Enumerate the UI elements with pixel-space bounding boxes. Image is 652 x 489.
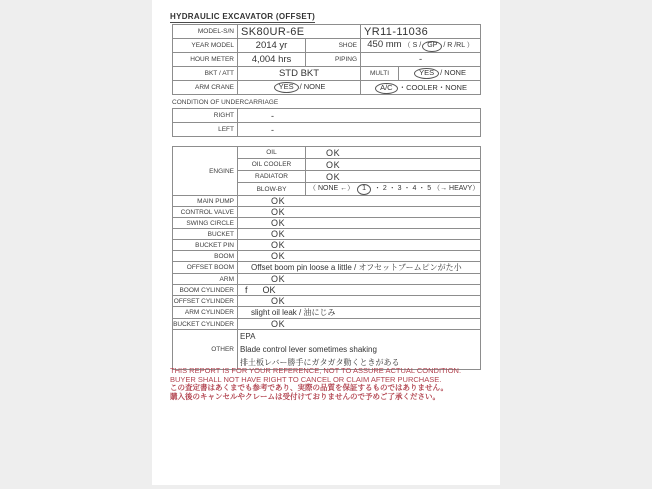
table-row <box>173 196 481 207</box>
inspection-table <box>172 146 481 370</box>
aircon-value <box>361 81 481 95</box>
boom-label: BOOM <box>173 251 238 262</box>
other-line-epa: EPA <box>240 332 256 341</box>
multi-value <box>399 67 481 81</box>
page-title: HYDRAULIC EXCAVATOR (OFFSET) <box>170 12 316 21</box>
spec-row-model <box>173 25 481 39</box>
serial-value: YR11-11036 <box>361 25 481 39</box>
table-row <box>173 109 481 123</box>
undercarriage-right-value: - <box>238 109 481 123</box>
engine-oil-label: OIL <box>238 147 306 159</box>
spec-row-hours <box>173 53 481 67</box>
other-value <box>238 330 481 370</box>
arm-value: OK <box>238 274 481 285</box>
other-label: OTHER <box>173 330 238 370</box>
piping-value: - <box>361 53 481 67</box>
multi-options-suffix: / NONE <box>440 68 466 77</box>
engine-radiator-value: OK <box>306 171 481 183</box>
arm-crane-options-suffix: / NONE <box>299 82 326 91</box>
shoe-options-prefix: （ S / <box>403 42 422 49</box>
undercarriage-left-label: LEFT <box>173 123 238 137</box>
blow-by-prefix: （ NONE ←） <box>309 185 355 192</box>
shoe-gp-circled: GP <box>422 41 442 52</box>
offset-boom-value: Offset boom pin loose a little / オフセットブームピンがた小 <box>238 262 481 274</box>
offset-cylinder-label: OFFSET CYLINDER <box>173 296 238 307</box>
table-row <box>173 240 481 251</box>
boom-cylinder-label: BOOM CYLINDER <box>173 285 238 296</box>
swing-circle-label: SWING CIRCLE <box>173 218 238 229</box>
arm-cylinder-label: ARM CYLINDER <box>173 307 238 319</box>
table-row <box>173 229 481 240</box>
disclaimer-line-2: BUYER SHALL NOT HAVE RIGHT TO CANCEL OR CLAIM AFTER PURCHASE. <box>170 374 442 384</box>
arm-crane-yes-circled: YES <box>274 82 299 93</box>
multi-yes-circled: YES <box>414 68 439 79</box>
shoe-options-suffix: / R /RL ） <box>443 42 474 49</box>
aircon-ac-circled: A/C <box>375 83 398 94</box>
undercarriage-table <box>172 108 481 137</box>
offset-boom-label: OFFSET BOOM <box>173 262 238 274</box>
shoe-value <box>361 39 481 53</box>
spec-row-year <box>173 39 481 53</box>
engine-oil-value: OK <box>306 147 481 159</box>
undercarriage-left-value: - <box>238 123 481 137</box>
year-label: YEAR MODEL <box>173 39 238 53</box>
arm-crane-label: ARM CRANE <box>173 81 238 95</box>
multi-label: MULTI <box>361 67 399 81</box>
table-row <box>173 218 481 229</box>
disclaimer <box>170 367 461 401</box>
engine-radiator-label: RADIATOR <box>238 171 306 183</box>
bucket-pin-label: BUCKET PIN <box>173 240 238 251</box>
swing-circle-value: OK <box>238 218 481 229</box>
shoe-label: SHOE <box>306 39 361 53</box>
bucket-cylinder-value: OK <box>238 319 481 330</box>
table-row <box>173 319 481 330</box>
control-valve-label: CONTROL VALVE <box>173 207 238 218</box>
blow-by-scale <box>306 183 481 196</box>
blow-by-label: BLOW-BY <box>238 183 306 196</box>
disclaimer-line-3: この査定書はあくまでも参考であり、実際の品質を保証するものではありません。 <box>170 383 448 393</box>
hour-meter-label: HOUR METER <box>173 53 238 67</box>
aircon-options-suffix: ・COOLER・NONE <box>398 82 467 92</box>
arm-cylinder-value: slight oil leak / 油にじみ <box>238 307 481 319</box>
bkt-value: STD BKT <box>238 67 361 81</box>
disclaimer-line-1: THIS REPORT IS FOR YOUR REFERENCE, NOT TO ASSURE ACTUAL CONDITION. <box>170 366 462 375</box>
bucket-value: OK <box>238 229 481 240</box>
bucket-pin-value: OK <box>238 240 481 251</box>
table-row <box>173 123 481 137</box>
bkt-att-label: BKT / ATT <box>173 67 238 81</box>
bucket-label: BUCKET <box>173 229 238 240</box>
table-row <box>173 285 481 296</box>
boom-value: OK <box>238 251 481 262</box>
table-row <box>173 330 481 370</box>
blow-by-1-circled: 1 <box>357 184 371 195</box>
spec-row-armcrane <box>173 81 481 95</box>
table-row <box>173 147 481 159</box>
table-row <box>173 307 481 319</box>
offset-cylinder-value: OK <box>238 296 481 307</box>
undercarriage-title: CONDITION OF UNDERCARRIAGE <box>172 99 279 106</box>
arm-crane-value <box>238 81 361 95</box>
table-row <box>173 207 481 218</box>
table-row <box>173 251 481 262</box>
bucket-cylinder-label: BUCKET CYLINDER <box>173 319 238 330</box>
blow-by-suffix: ・ 2 ・ 3 ・ 4 ・ 5 （→ HEAVY） <box>373 185 480 192</box>
engine-oil-cooler-label: OIL COOLER <box>238 159 306 171</box>
hour-meter-value: 4,004 hrs <box>238 53 306 67</box>
table-row <box>173 296 481 307</box>
disclaimer-line-4: 購入後のキャンセルやクレームは受付けておりませんので予めご了承ください。 <box>170 391 440 401</box>
control-valve-value: OK <box>238 207 481 218</box>
main-pump-label: MAIN PUMP <box>173 196 238 207</box>
main-pump-value: OK <box>238 196 481 207</box>
arm-label: ARM <box>173 274 238 285</box>
model-value: SK80UR-6E <box>238 25 361 39</box>
undercarriage-right-label: RIGHT <box>173 109 238 123</box>
shoe-size: 450 mm <box>367 39 402 50</box>
model-label: MODEL-S/N <box>173 25 238 39</box>
boom-cylinder-value: f OK <box>238 285 481 296</box>
other-line-blade-jp: 排土板レバー勝手にガタガタ動くときがある <box>240 358 400 367</box>
engine-oil-cooler-value: OK <box>306 159 481 171</box>
spec-table <box>172 24 481 95</box>
engine-label: ENGINE <box>173 147 238 196</box>
year-value: 2014 yr <box>238 39 306 53</box>
table-row <box>173 274 481 285</box>
other-line-blade-en: Blade control lever sometimes shaking <box>240 345 377 354</box>
spec-row-bkt <box>173 67 481 81</box>
table-row <box>173 262 481 274</box>
piping-label: PIPING <box>306 53 361 67</box>
